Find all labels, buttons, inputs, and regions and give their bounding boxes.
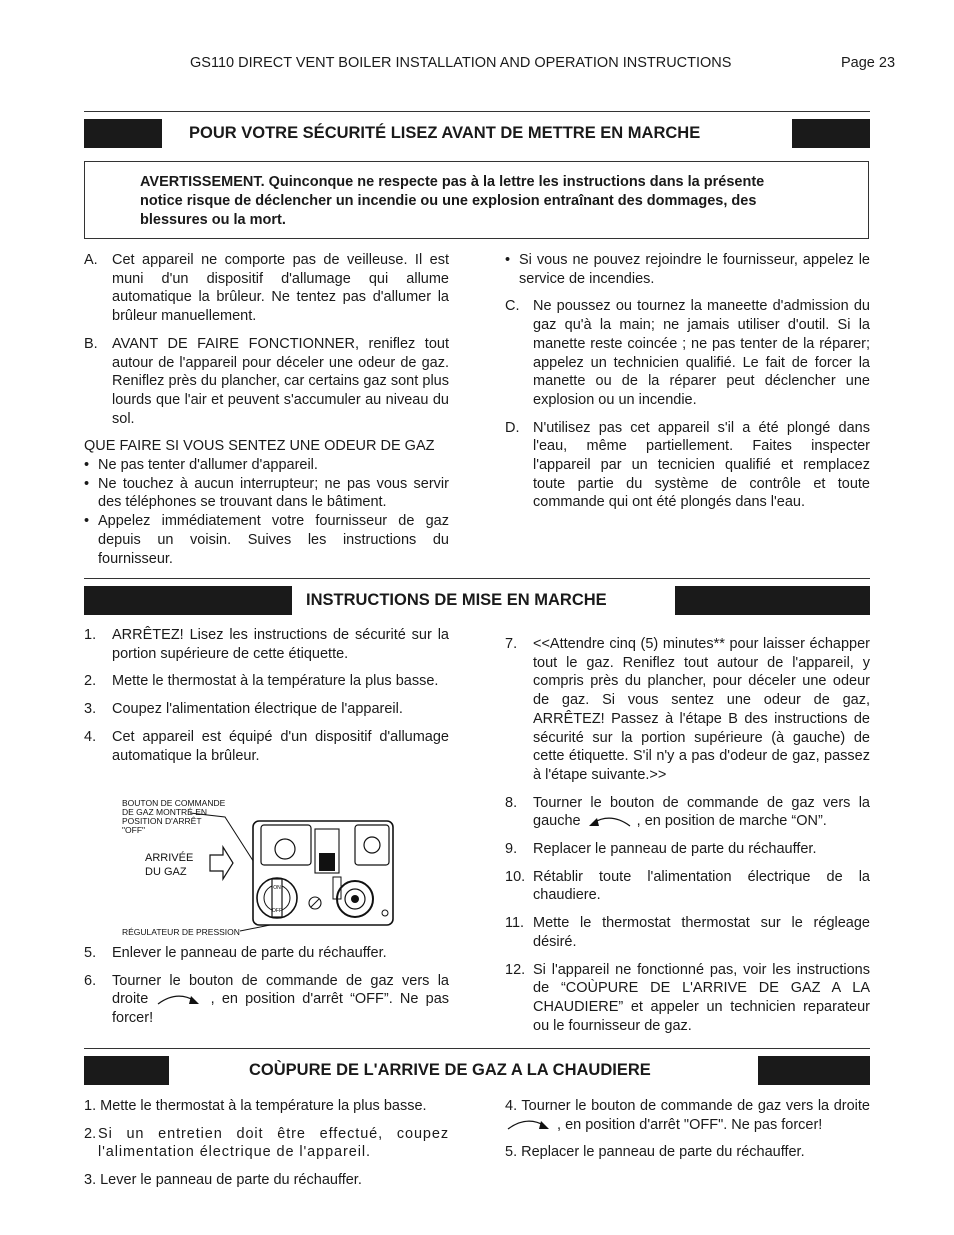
startup-step-8: 8. Tourner le bouton de commande de gaz vers la gauche , en position de marche “ON”. [505,794,870,830]
supplier-bullet: • Si vous ne pouvez rejoindre le fournisseur, appelez le service de incendies. [505,252,870,287]
startup-heading: INSTRUCTIONS DE MISE EN MARCHE [306,591,607,609]
svg-text:OFF: OFF [272,908,282,914]
startup-step-12: 12. Si l'appareil ne fonctionné pas, voir les instructions de “COÙPURE DE L'ARRIVE DE GAZ A LA CHAUDIERE” et appeler un technicien reparateur ou le fournisseur de gaz. [505,961,870,1034]
safety-left-column [84,251,449,568]
gas-valve-diagram [115,795,400,940]
item-label: B. [84,335,98,352]
startup-left-lower [84,944,449,1037]
startup-step-5: 5. Enlever le panneau de parte du réchauffer. [84,945,387,961]
item-text: Cet appareil ne comporte pas de veilleuse. Il est muni d'un dispositif d'allumage qui allume automatique la brûleur. Ne tentez pas d'allumer la brûleur manuellement. [112,252,449,325]
diagram-label-knob: BOUTON DE COMMANDE [122,798,226,808]
odor-bullet: • Appelez immédiatement votre fournisseur de gaz depuis un voisin. Suives les instructions du fournisseur. [84,513,449,567]
heading-bar-block-left [84,1056,169,1085]
startup-right-column [505,635,870,1044]
header-rule [84,111,870,112]
diagram-label-inlet: ARRIVÉE [145,852,194,864]
startup-step-3: 3. Coupez l'alimentation électrique de l'appareil. [84,701,403,718]
heading-bar-block-left [84,119,162,148]
diagram-label-knob: DE GAZ MONTRÉ EN [122,807,208,817]
startup-left-column [84,626,449,774]
safety-heading: POUR VOTRE SÉCURITÉ LISEZ AVANT DE METTRE EN MARCHE [189,124,701,142]
safety-item-b [84,335,449,429]
turn-right-arrow-icon [155,992,203,1008]
shutoff-step-2: 2. Si un entretien doit être effectué, coupez l'alimentation électrique de l'appareil. [84,1125,449,1161]
turn-left-arrow-icon [585,814,633,830]
heading-bar-block-left [84,586,292,615]
svg-text:ON: ON [273,885,281,891]
diagram-label-knob: "OFF" [122,825,146,835]
item-text: N'utilisez pas cet appareil s'il a été plongé dans l'eau, même partiellement. Faites inspecter l'appareil par un tecnicien qualifié et remplacez toute partie du système de contrôle et toute commande qui ont été plongés dans l'eau. [533,419,870,511]
diagram-label-inlet: DU GAZ [145,866,187,878]
item-label: A. [84,252,98,268]
shutoff-step-5: 5. Replacer le panneau de parte du réchauffer. [505,1144,805,1161]
gas-control-knob-icon [257,878,297,918]
startup-step-11: 11. Mette le thermostat thermostat sur le régleage désiré. [505,915,870,950]
section-rule [84,1048,870,1049]
warning-text: AVERTISSEMENT. Quinconque ne respecte pas à la lettre les instructions dans la présente notice risque de déclencher un incendie ou une explosion entraînant des dommages, des blessures ou la mort. [140,174,765,228]
document-header-title: GS110 DIRECT VENT BOILER INSTALLATION AND OPERATION INSTRUCTIONS [190,55,732,71]
warning-box [84,161,869,239]
startup-step-9: 9. Replacer le panneau de parte du réchauffer. [505,841,817,858]
odor-heading: QUE FAIRE SI VOUS SENTEZ UNE ODEUR DE GAZ [84,438,435,455]
diagram-label-regulator: RÉGULATEUR DE PRESSION [122,927,240,937]
shutoff-step-3: 3. Lever le panneau de parte du réchauffer. [84,1172,362,1189]
shutoff-heading: COÙPURE DE L'ARRIVE DE GAZ A LA CHAUDIERE [249,1061,651,1079]
shutoff-step-1: 1. Mette le thermostat à la température la plus basse. [84,1098,427,1114]
safety-item-d: D. N'utilisez pas cet appareil s'il a été plongé dans l'eau, même partiellement. Faites inspecter l'appareil par un tecnicien qualifié et remplacez toute partie du système de contrôle et toute commande qui ont été plongés dans l'eau. [505,419,870,511]
shutoff-left-column [84,1097,449,1190]
shutoff-step-4: 4. Tourner le bouton de commande de gaz vers la droite , en position d'arrêt "OFF". Ne pas forcer! [505,1098,870,1133]
heading-bar-block-right [758,1056,870,1085]
item-text: Ne poussez ou tournez la maneette d'admission du gaz qu'à la main; ne jamais utiliser d'outil. Si la manette reste coincée ; ne pas tenter de la réparer; appelez un technicien qualifié. Le fait de forcer la manette ou de la réparer peut déclencher une explosion ou un incendie. [533,298,870,408]
shutoff-heading-bar [84,1056,870,1085]
startup-step-7: 7. <<Attendre cinq (5) minutes** pour laisser échapper tout le gaz. Reniflez tout autour de l'appareil, y compris près du plancher, pour déceler une odeur de gaz. Si vous sentez une odeur de gaz, ARRÊTEZ! Passez à l'étape B des instructions de sécurité sur la portion supérieure (à gauche) de cette étiquette. S'il n'y a pas d'odeur de gaz, passez à l'étape suivante.>> [505,636,870,783]
startup-heading-bar [84,586,870,615]
item-text: AVANT DE FAIRE FONCTIONNER, reniflez tout autour de l'appareil pour déceler une odeur de gaz. Reniflez près du plancher, car certains gaz sont plus lourds que l'air et peuvent s'accumuler au niveau du sol. [112,335,449,427]
page-number: Page 23 [841,55,896,71]
shutoff-right-column [505,1097,870,1162]
inlet-arrow-icon [210,847,233,879]
safety-item-a [84,251,449,326]
pressure-regulator-icon [337,881,373,917]
odor-bullet: • Ne touchez à aucun interrupteur; ne pas vous servir des téléphones se trouvant dans le bâtiment. [84,475,449,511]
startup-step-2: 2. Mette le thermostat à la température la plus basse. [84,673,439,690]
diagram-label-knob: POSITION D'ARRÊT [122,816,202,826]
odor-bullet: • Ne pas tenter d'allumer d'appareil. [84,457,318,474]
turn-right-arrow-icon [505,1117,553,1133]
startup-step-1: 1. ARRÊTEZ! Lisez les instructions de sécurité sur la portion supérieure de cette étiquette. [84,627,449,662]
heading-bar-block-right [675,586,870,615]
safety-right-column [505,251,870,521]
startup-step-4: 4. Cet appareil est équipé d'un dispositif d'allumage automatique la brûleur. [84,728,449,764]
startup-step-10: 10. Rétablir toute l'alimentation électrique de la chaudiere. [505,868,870,904]
safety-heading-bar [84,119,870,148]
heading-bar-block-right [792,119,870,148]
startup-step-6: 6. Tourner le bouton de commande de gaz vers la droite , en position d'arrêt “OFF”. Ne pas forcer! [84,972,450,1027]
section-rule [84,578,870,579]
safety-item-c: C. Ne poussez ou tournez la maneette d'admission du gaz qu'à la main; ne jamais utiliser d'outil. Si la manette reste coincée ; ne pas tenter de la réparer; appelez un technicien qualifié. Le fait de forcer la manette ou de la réparer peut déclencher une explosion ou un incendie. [505,298,870,408]
